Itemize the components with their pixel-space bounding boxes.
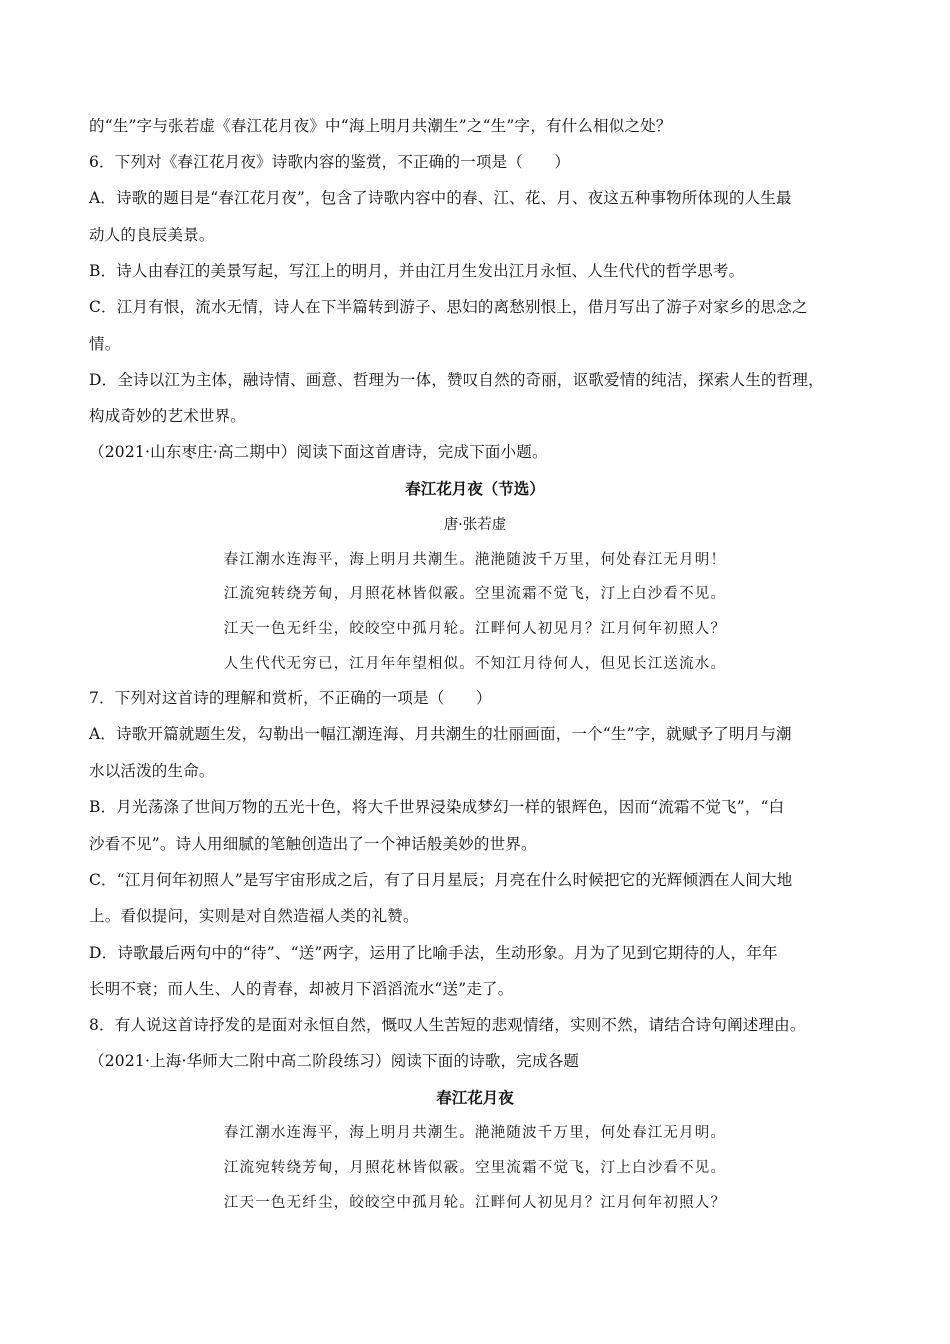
question-6-option-d: D．全诗以江为主体，融诗情、画意、哲理为一体，赞叹自然的奇丽，讴歌爱情的纯洁，探索人生的哲理， [89, 371, 824, 389]
question-6-stem: 6．下列对《春江花月夜》诗歌内容的鉴赏，不正确的一项是（ ） [89, 153, 571, 171]
question-7-option-d: D．诗歌最后两句中的“待”、“送”两字，运用了比喻手法，生动形象。月为了见到它期待的人，年年 [89, 944, 778, 962]
poem-1-line: 江流宛转绕芳甸，月照花林皆似霰。空里流霜不觉飞，汀上白沙看不见。 [223, 586, 727, 602]
question-5-tail: 的“生”字与张若虚《春江花月夜》中“海上明月共潮生”之“生”字，有什么相似之处？ [89, 117, 672, 135]
question-7-option-b-cont: 沙看不见”。诗人用细腻的笔触创造出了一个神话般美妙的世界。 [89, 835, 537, 853]
poem-1-author: 唐·张若虚 [443, 517, 507, 533]
poem-2-line: 春江潮水连海平，海上明月共潮生。滟滟随波千万里，何处春江无月明。 [223, 1125, 727, 1141]
poem-2-line: 江流宛转绕芳甸，月照花林皆似霰。空里流霜不觉飞，汀上白沙看不见。 [223, 1160, 727, 1176]
question-7-option-d-cont: 长明不衰；而人生、人的青春，却被月下滔滔流水“送”走了。 [89, 980, 514, 998]
poem-1-line: 人生代代无穷已，江月年年望相似。不知江月待何人，但见长江送流水。 [223, 656, 727, 672]
section-1-source: （2021·山东枣庄·高二期中）阅读下面这首唐诗，完成下面小题。 [89, 443, 548, 461]
question-7-option-c: C．“江月何年初照人”是写宇宙形成之后，有了日月星辰；月亮在什么时候把它的光辉倾洒在人间大地 [89, 871, 793, 889]
question-6-option-a-cont: 动人的良辰美景。 [89, 226, 215, 244]
poem-2-line: 江天一色无纤尘，皎皎空中孤月轮。江畔何人初见月？江月何年初照人？ [223, 1195, 727, 1211]
question-6-option-d-cont: 构成奇妙的艺术世界。 [89, 407, 247, 425]
poem-2-title: 春江花月夜 [436, 1088, 514, 1107]
question-6-option-c-cont: 情。 [89, 335, 121, 353]
question-6-option-c: C．江月有恨，流水无情，诗人在下半篇转到游子、思妇的离愁别恨上，借月写出了游子对家乡的思念之 [89, 298, 808, 316]
section-2-source: （2021·上海·华师大二附中高二阶段练习）阅读下面的诗歌，完成各题 [89, 1052, 580, 1070]
question-7-stem: 7．下列对这首诗的理解和赏析，不正确的一项是（ ） [89, 689, 492, 707]
question-6-option-a: A．诗歌的题目是“春江花月夜”，包含了诗歌内容中的春、江、花、月、夜这五种事物所体现的人生最 [89, 189, 792, 207]
question-7-option-c-cont: 上。看似提问，实则是对自然造福人类的礼赞。 [89, 907, 419, 925]
question-7-option-b: B．月光荡涤了世间万物的五光十色，将大千世界浸染成梦幻一样的银辉色，因而“流霜不觉飞”，“白 [89, 798, 785, 816]
question-7-option-a: A．诗歌开篇就题生发，勾勒出一幅江潮连海、月共潮生的壮丽画面，一个“生”字，就赋予了明月与潮 [89, 725, 792, 743]
poem-1-title: 春江花月夜（节选） [405, 479, 545, 498]
question-6-option-b: B．诗人由春江的美景写起，写江上的明月，并由江月生发出江月永恒、人生代代的哲学思考。 [89, 262, 745, 280]
poem-1-line: 春江潮水连海平，海上明月共潮生。滟滟随波千万里，何处春江无月明！ [223, 552, 727, 568]
poem-1-line: 江天一色无纤尘，皎皎空中孤月轮。江畔何人初见月？江月何年初照人？ [223, 621, 727, 637]
question-8-stem: 8．有人说这首诗抒发的是面对永恒自然，慨叹人生苦短的悲观情绪，实则不然，请结合诗句阐述理由。 [89, 1016, 806, 1034]
question-7-option-a-cont: 水以活泼的生命。 [89, 762, 215, 780]
